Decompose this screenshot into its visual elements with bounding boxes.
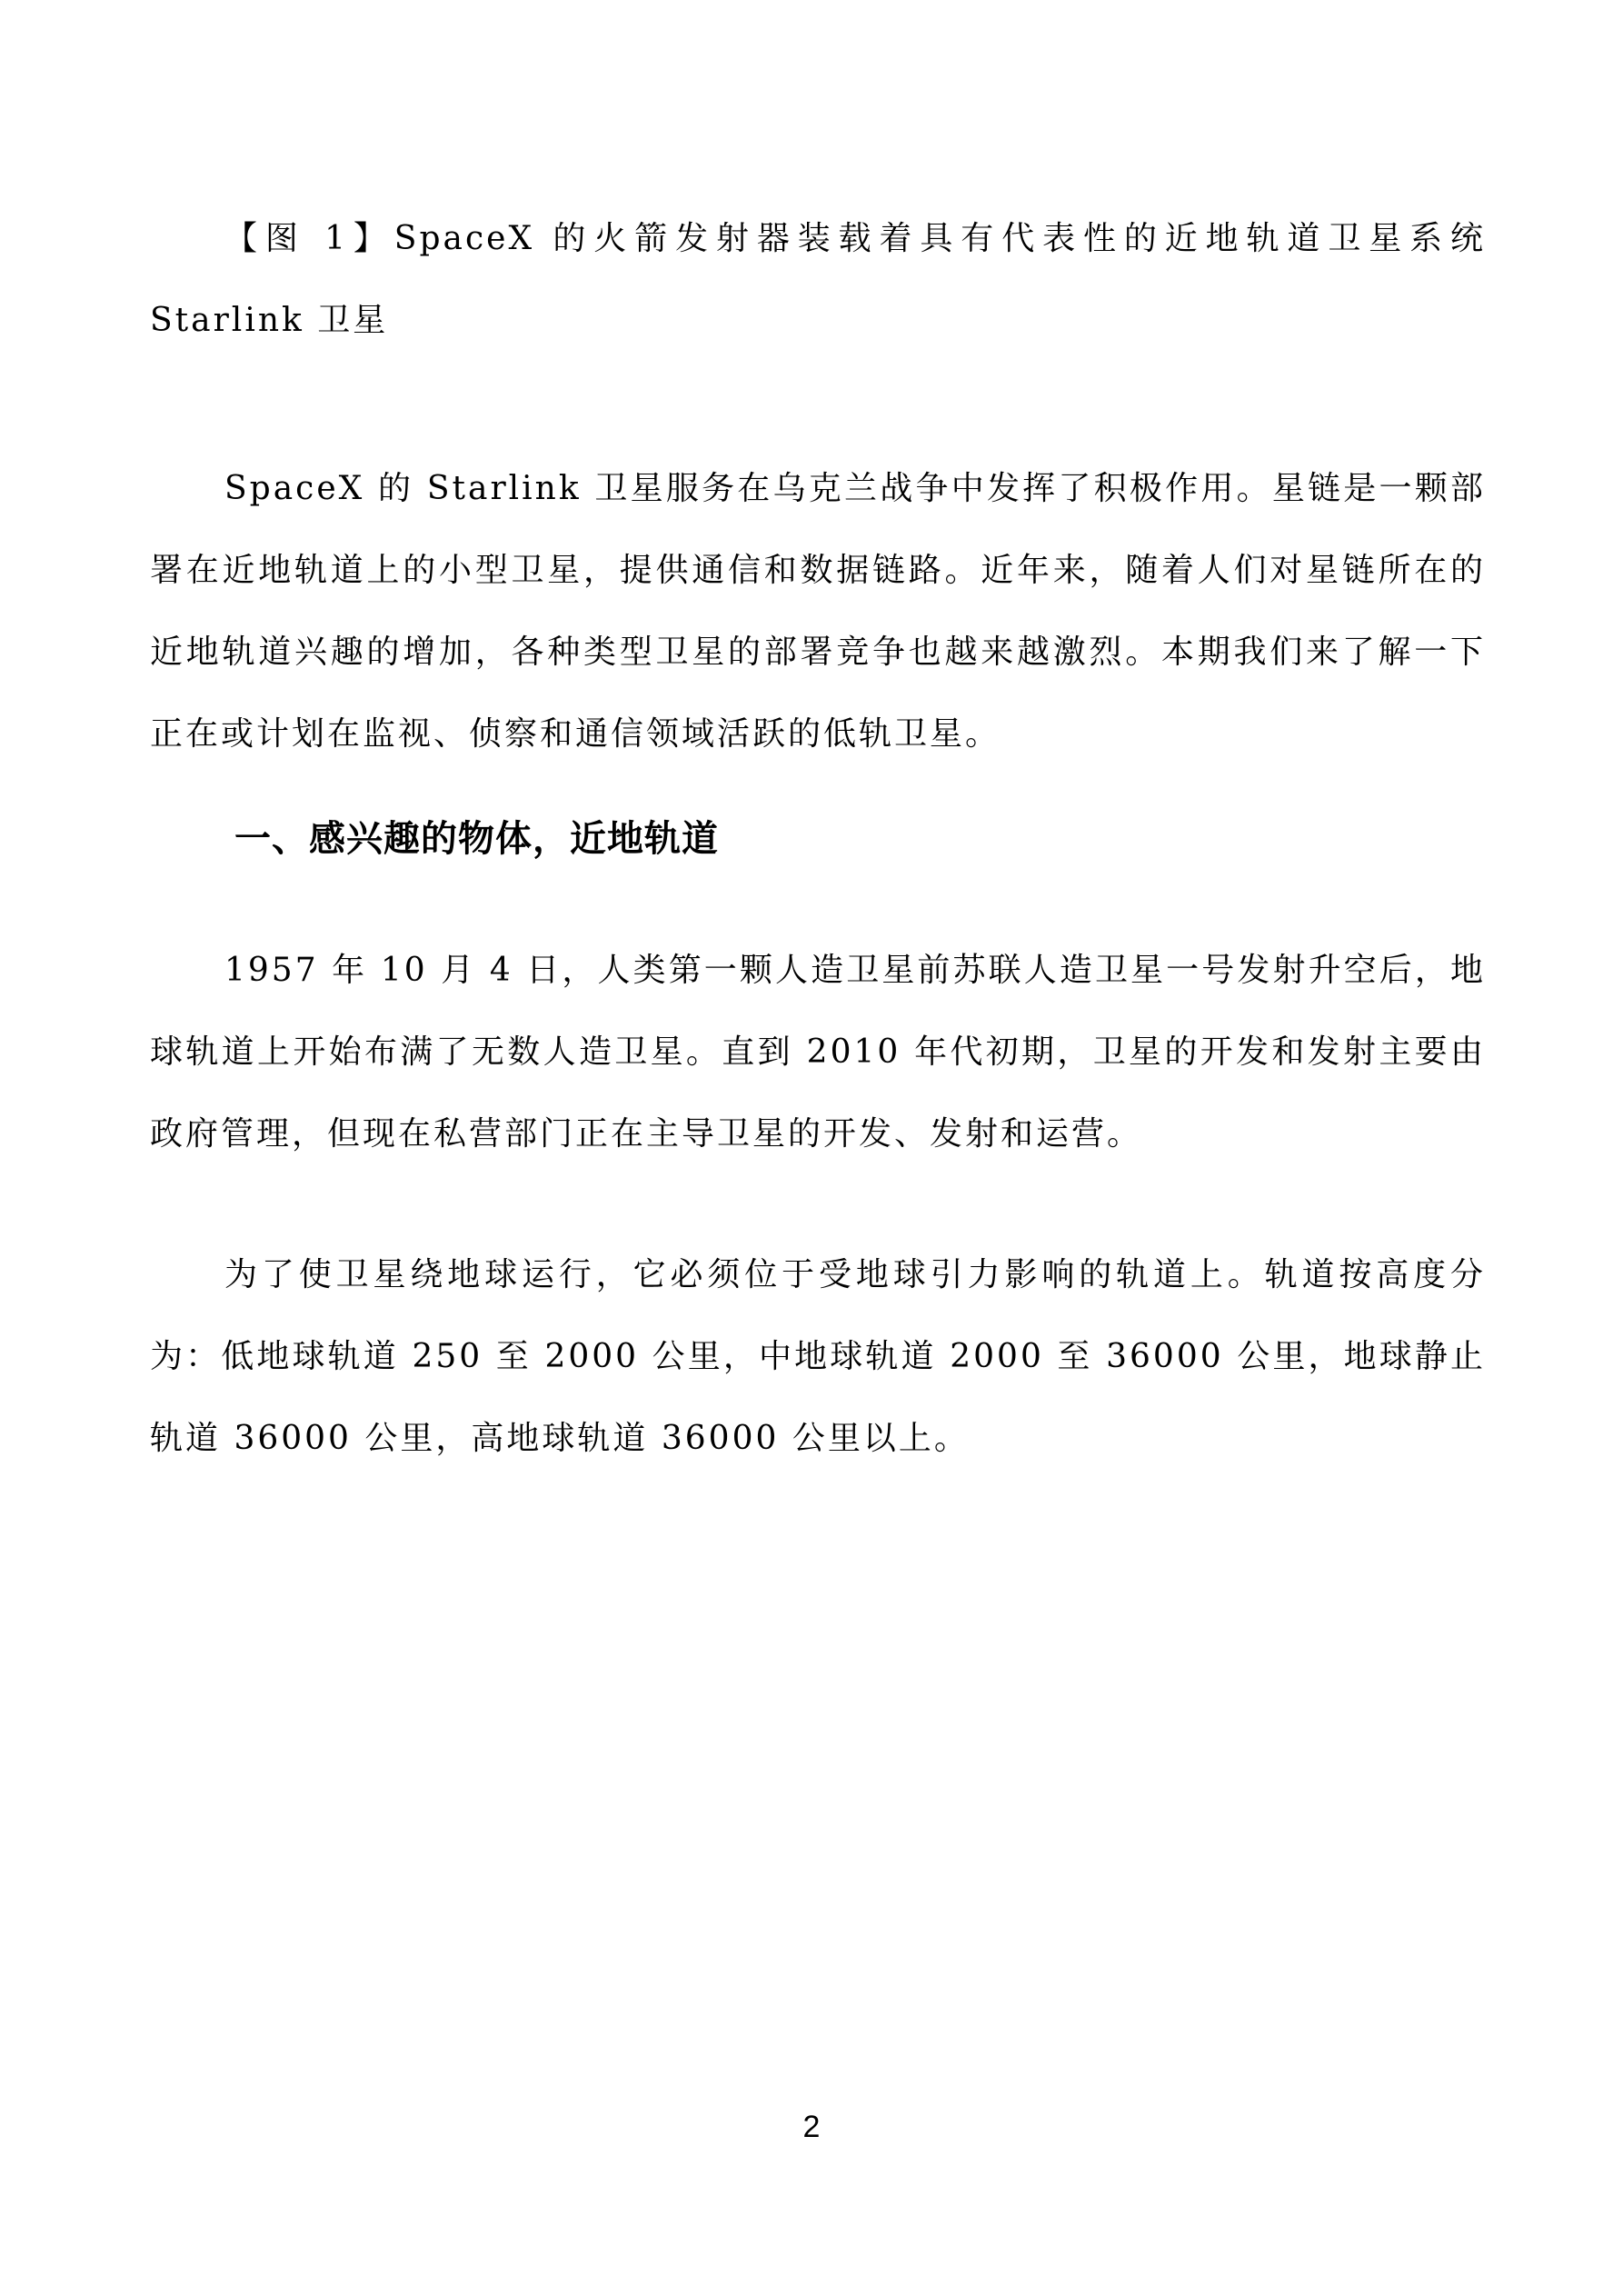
section-paragraph-orbits: 为了使卫星绕地球运行，它必须位于受地球引力影响的轨道上。轨道按高度分为：低地球轨道 250 至 2000 公里，中地球轨道 2000 至 36000 公里，地球静止轨道 36000 公里，高地球轨道 36000 公里以上。 bbox=[150, 1256, 1486, 1457]
figure-caption: 【图 1】SpaceX 的火箭发射器装载着具有代表性的近地轨道卫星系统 Starlink 卫星 bbox=[150, 220, 1486, 339]
section-heading: 一、感兴趣的物体，近地轨道 bbox=[234, 818, 719, 860]
page-number: 2 bbox=[802, 2110, 821, 2144]
intro-paragraph: SpaceX 的 Starlink 卫星服务在乌克兰战争中发挥了积极作用。星链是一颗部署在近地轨道上的小型卫星，提供通信和数据链路。近年来，随着人们对星链所在的近地轨道兴趣的增加，各种类型卫星的部署竞争也越来越激烈。本期我们来了解一下正在或计划在监视、侦察和通信领域活跃的低轨卫星。 bbox=[150, 470, 1486, 753]
section-paragraph-history: 1957 年 10 月 4 日，人类第一颗人造卫星前苏联人造卫星一号发射升空后，地球轨道上开始布满了无数人造卫星。直到 2010 年代初期，卫星的开发和发射主要由政府管理，但现在私营部门正在主导卫星的开发、发射和运营。 bbox=[150, 952, 1486, 1153]
